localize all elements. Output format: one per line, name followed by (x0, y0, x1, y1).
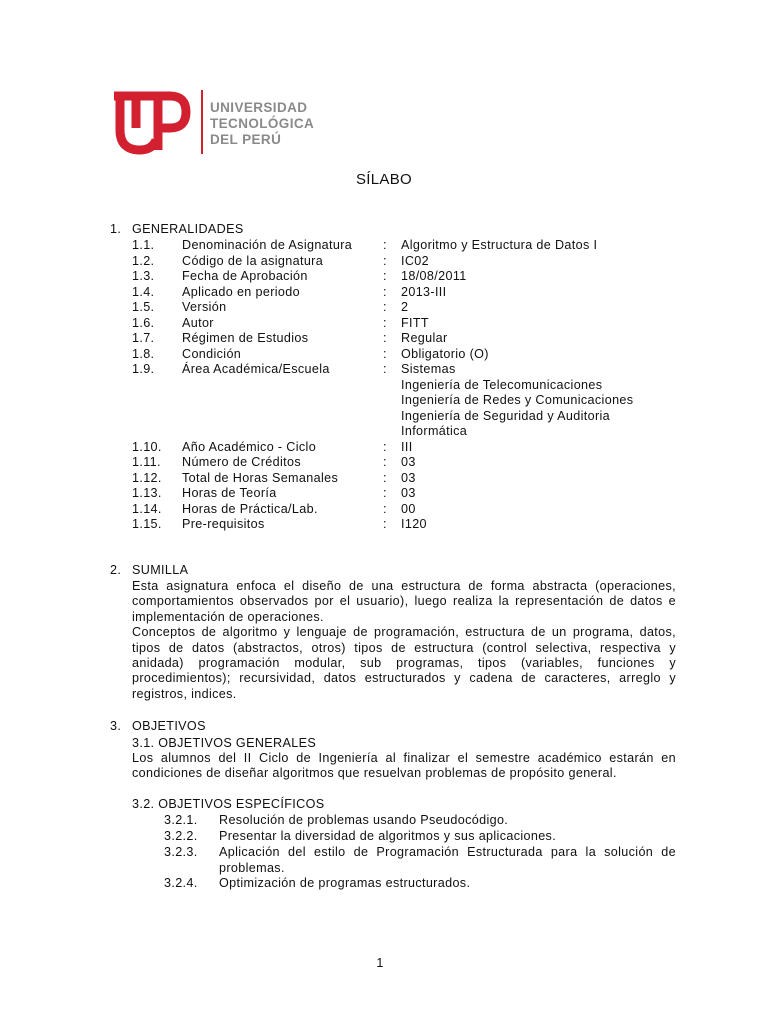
row-label: Denominación de Asignatura (182, 238, 353, 252)
row-number: 1.8. (132, 346, 155, 361)
row-value: Ingeniería de Seguridad y Auditoria (401, 408, 610, 423)
row-number: 1.9. (132, 362, 155, 376)
row-label: Autor (182, 315, 214, 330)
row-value: III (401, 439, 413, 454)
row-label: Aplicado en periodo (182, 284, 300, 299)
row-label: Horas de Teoría (182, 486, 277, 500)
objective-number: 3.2.3. (164, 845, 198, 859)
row-value: I120 (401, 517, 427, 531)
section-3-number: 3. (110, 719, 122, 733)
objetivos-especificos-heading: 3.2. OBJETIVOS ESPECÍFICOS (132, 797, 325, 811)
row-separator: : (383, 315, 387, 330)
row-value: 2 (401, 300, 409, 314)
row-value: Obligatorio (O) (401, 346, 489, 361)
row-number: 1.3. (132, 269, 155, 283)
row-separator: : (383, 253, 387, 268)
row-number: 1.13. (132, 486, 162, 500)
row-separator: : (383, 486, 387, 500)
sumilla-paragraph-1: Esta asignatura enfoca el diseño de una estructura de forma abstracta (operaciones, comportamientos observados por el usuario), luego realiza la representación de datos e implementación de operaciones. (132, 579, 676, 624)
row-value: Ingeniería de Redes y Comunicaciones (401, 393, 634, 407)
row-separator: : (383, 501, 387, 516)
row-label: Código de la asignatura (182, 253, 324, 268)
row-label: Fecha de Aprobación (182, 269, 308, 283)
row-label: Versión (182, 300, 227, 314)
section-1-heading: GENERALIDADES (132, 222, 244, 236)
objective-number: 3.2.2. (164, 829, 198, 843)
row-label: Condición (182, 346, 242, 361)
row-label: Total de Horas Semanales (182, 470, 339, 485)
row-value: 03 (401, 470, 416, 485)
row-label: Horas de Práctica/Lab. (182, 501, 318, 516)
row-label: Pre-requisitos (182, 517, 265, 531)
row-label: Régimen de Estudios (182, 331, 309, 345)
row-number: 1.1. (132, 238, 155, 252)
row-separator: : (383, 455, 387, 469)
row-separator: : (383, 362, 387, 376)
document-title: SÍLABO (356, 171, 412, 188)
row-value: IC02 (401, 253, 430, 268)
row-number: 1.12. (132, 470, 162, 485)
row-value: Regular (401, 331, 448, 345)
row-number: 1.14. (132, 501, 162, 516)
logo-line-2: TECNOLÓGICA (210, 116, 315, 131)
row-number: 1.5. (132, 300, 155, 314)
objetivos-generales-heading: 3.1. OBJETIVOS GENERALES (132, 736, 317, 750)
row-value: 03 (401, 486, 416, 500)
objective-number: 3.2.4. (164, 876, 198, 890)
row-value: FITT (401, 315, 429, 330)
row-separator: : (383, 331, 387, 345)
row-separator: : (383, 517, 387, 531)
row-value: Sistemas (401, 362, 456, 376)
row-separator: : (383, 238, 387, 252)
row-label: Número de Créditos (182, 455, 301, 469)
page-number: 1 (376, 956, 384, 970)
section-1-number: 1. (110, 222, 122, 236)
logo-line-3: DEL PERÚ (210, 132, 282, 147)
objetivos-generales-text (132, 751, 676, 782)
row-number: 1.11. (132, 455, 161, 469)
section-3-heading: OBJETIVOS (132, 719, 206, 733)
sumilla-paragraph-2: Conceptos de algoritmo y lenguaje de programación, estructura de un programa, datos, tipos de datos (abstractos, otros) tipos de estructura (control selectiva, respectiva y anidada) programación modular, sub programas, tipos (variables, funciones y procedimientos); recursividad, datos estructurados y cadena de caracteres, arreglo y registros, indices. (132, 625, 676, 701)
row-separator: : (383, 269, 387, 283)
objective-text: Optimización de programas estructurados. (219, 876, 471, 890)
row-number: 1.7. (132, 331, 155, 345)
objective-text: Presentar la diversidad de algoritmos y sus aplicaciones. (219, 829, 557, 843)
utp-logo (112, 88, 192, 158)
row-value: Informática (401, 424, 468, 438)
row-separator: : (383, 300, 387, 314)
objective-number: 3.2.1. (164, 813, 198, 827)
section-2-heading: SUMILLA (132, 563, 189, 577)
logo-line-1: UNIVERSIDAD (210, 100, 308, 115)
row-number: 1.6. (132, 315, 155, 330)
row-value: Algoritmo y Estructura de Datos I (401, 238, 598, 252)
row-value: 03 (401, 455, 416, 469)
objective-text: Aplicación del estilo de Programación Estructurada para la solución de (219, 845, 676, 859)
row-number: 1.15. (132, 517, 162, 531)
row-separator: : (383, 346, 387, 361)
row-separator: : (383, 439, 387, 454)
row-value: 18/08/2011 (401, 269, 467, 283)
row-number: 1.2. (132, 253, 155, 268)
objective-text: Resolución de problemas usando Pseudocódigo. (219, 813, 509, 827)
section-2-number: 2. (110, 563, 122, 577)
row-label: Año Académico - Ciclo (182, 439, 317, 454)
objective-text-continuation: problemas. (219, 860, 285, 875)
sumilla-body (132, 579, 676, 702)
row-number: 1.10. (132, 439, 162, 454)
row-label: Área Académica/Escuela (182, 362, 330, 376)
row-value: Ingeniería de Telecomunicaciones (401, 377, 603, 392)
row-value: 2013-III (401, 284, 447, 299)
row-value: 00 (401, 501, 416, 516)
row-number: 1.4. (132, 284, 155, 299)
row-separator: : (383, 284, 387, 299)
row-separator: : (383, 470, 387, 485)
objetivos-generales-paragraph: Los alumnos del II Ciclo de Ingeniería al finalizar el semestre académico estarán en condiciones de diseñar algoritmos que resuelvan problemas de propósito general. (132, 751, 676, 781)
logo-divider (201, 90, 203, 154)
